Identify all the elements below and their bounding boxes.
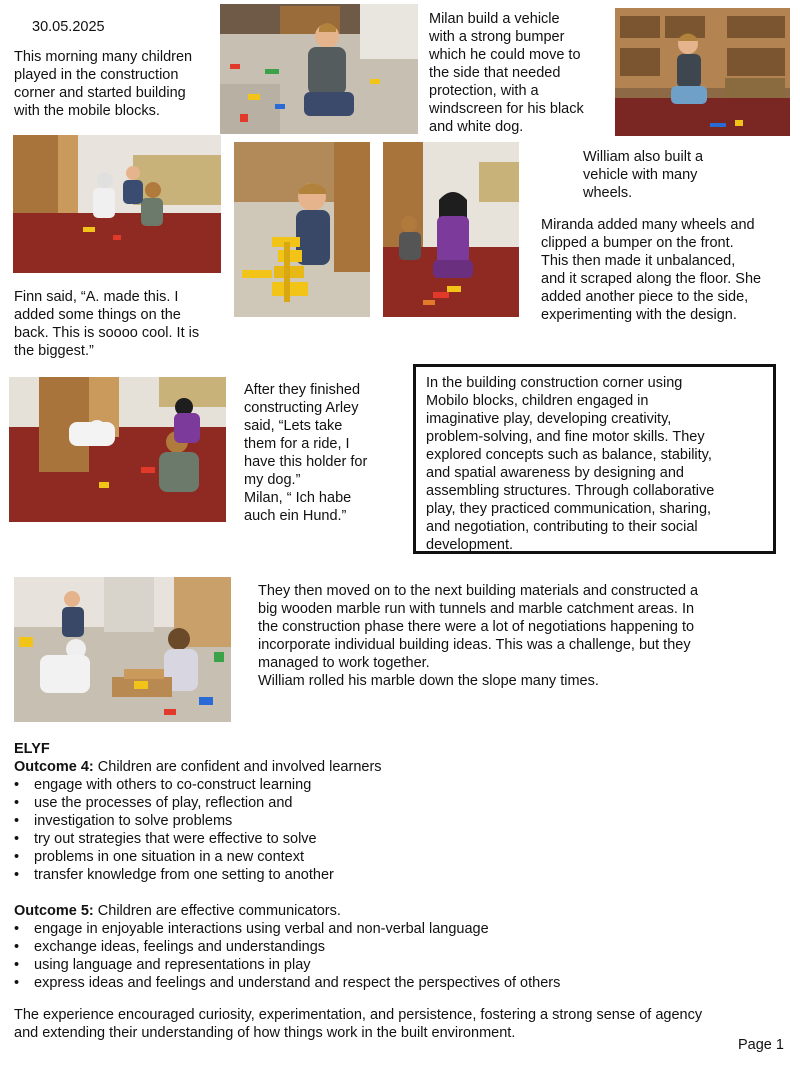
photo-boy-on-carpet: [220, 4, 418, 134]
photo-girl-kneeling: [383, 142, 519, 317]
william-text: William also built a vehicle with many wheels.: [583, 149, 704, 201]
outcome4-item: • try out strategies that were effective to solve: [14, 830, 784, 848]
photo-boy-by-shelves: [615, 8, 790, 136]
page-number: Page 1: [738, 1037, 784, 1053]
outcome4-item: • use the processes of play, reflection and: [14, 794, 784, 812]
outcome4-item: • transfer knowledge from one setting to another: [14, 866, 784, 884]
photo-children-red-floor: [9, 377, 226, 522]
outcome4-title: Children are confident and involved learners: [93, 759, 382, 775]
summary-text: In the building construction corner using Mobilo blocks, children engaged in imaginative play, developing creativity, problem-solving, and fine motor skills. They explored concepts such as balance, stability, and spatial awareness by designing and assembling structures. Through collaborative play, they practiced communication, sharing, and negotiation, contributing to their social development.: [426, 375, 715, 553]
outcome5-item: • express ideas and feelings and understand and respect the perspectives of others: [14, 974, 784, 992]
outcome4-item: • investigation to solve problems: [14, 812, 784, 830]
summary-box: [413, 364, 776, 554]
outcome5-label: Outcome 5:: [14, 903, 94, 919]
outcome4-item: • engage with others to co-construct learning: [14, 776, 784, 794]
photo-yellow-structure: [234, 142, 370, 317]
intro-text: This morning many children played in the construction corner and started building with the mobile blocks.: [14, 49, 193, 119]
conclusion-text: The experience encouraged curiosity, experimentation, and persistence, fostering a strong sense of agency and extending their understanding of how things work in the built environment.: [14, 1007, 703, 1041]
elyf-section: [14, 740, 784, 992]
outcome5-item: • using language and representations in play: [14, 956, 784, 974]
outcome5-item: • engage in enjoyable interactions using verbal and non-verbal language: [14, 920, 784, 938]
elyf-heading: ELYF: [14, 741, 50, 757]
outcome5-title: Children are effective communicators.: [93, 903, 341, 919]
outcome5-heading: [14, 902, 784, 920]
marble-run-text: They then moved on to the next building materials and constructed a big wooden marble run with tunnels and marble catchment areas. In the construction phase there were a lot of negotiations happening to incorporate individual building ideas. This was a challenge, but they managed to work together. William rolled his marble down the slope many times.: [258, 583, 699, 689]
miranda-text: Miranda added many wheels and clipped a bumper on the front. This then made it unbalanced, and it scraped along the floor. She added another piece to the side, experimenting with the design.: [541, 217, 762, 323]
outcome4-label: Outcome 4:: [14, 759, 94, 775]
photo-marble-run: [14, 577, 231, 722]
outcome5-list: [14, 920, 784, 992]
milan-text: Milan build a vehicle with a strong bumper which he could move to the side that needed protection, with a windscreen for his black and white dog.: [429, 11, 584, 135]
outcome4-heading: [14, 758, 784, 776]
outcome4-item: • problems in one situation in a new context: [14, 848, 784, 866]
date: 30.05.2025: [32, 19, 105, 35]
finn-text: Finn said, “A. made this. I added some things on the back. This is soooo cool. It is the biggest.”: [14, 289, 200, 359]
outcome4-list: [14, 776, 784, 884]
photo-group-playing: [13, 135, 221, 273]
arley-text: After they finished constructing Arley said, “Lets take them for a ride, I have this holder for my dog.” Milan, “ Ich habe auch ein Hund.”: [244, 382, 368, 524]
outcome5-item: • exchange ideas, feelings and understandings: [14, 938, 784, 956]
